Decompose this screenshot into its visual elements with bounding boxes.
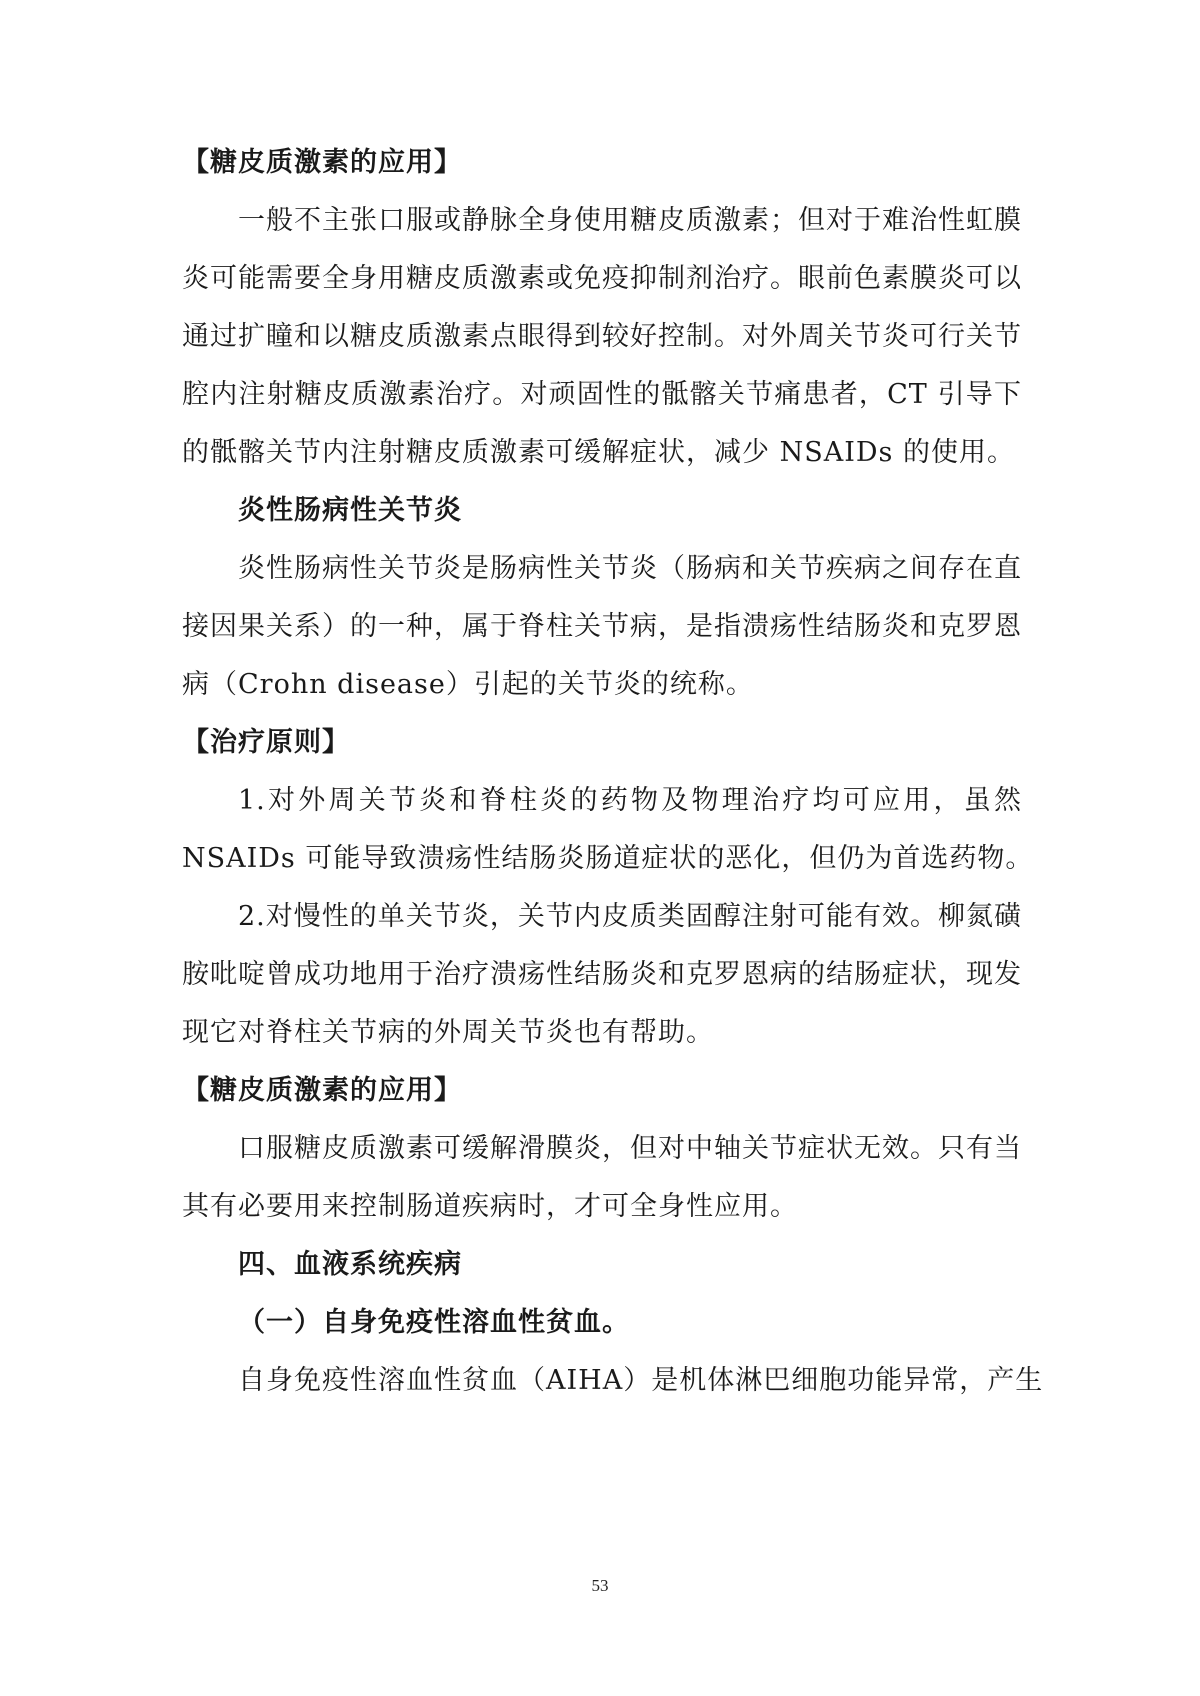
subheading-ibd-arthritis: 炎性肠病性关节炎 [238, 495, 462, 526]
subheading-aiha: （一）自身免疫性溶血性贫血。 [238, 1307, 630, 1338]
paragraph-line: NSAIDs 可能导致溃疡性结肠炎肠道症状的恶化，但仍为首选药物。 [182, 843, 1034, 874]
page-number: 53 [591, 1576, 609, 1595]
section-heading-treatment-principle: 【治疗原则】 [182, 727, 350, 758]
paragraph-line: 接因果关系）的一种，属于脊柱关节病，是指溃疡性结肠炎和克罗恩 [182, 611, 1022, 642]
paragraph-line: 通过扩瞳和以糖皮质激素点眼得到较好控制。对外周关节炎可行关节 [182, 321, 1022, 352]
section-heading-glucocorticoid-1: 【糖皮质激素的应用】 [182, 147, 462, 178]
paragraph-line: 炎性肠病性关节炎是肠病性关节炎（肠病和关节疾病之间存在直 [238, 553, 1022, 584]
paragraph-line: 炎可能需要全身用糖皮质激素或免疫抑制剂治疗。眼前色素膜炎可以 [182, 263, 1022, 294]
paragraph-line: 现它对脊柱关节病的外周关节炎也有帮助。 [182, 1017, 714, 1048]
paragraph-line: 其有必要用来控制肠道疾病时，才可全身性应用。 [182, 1191, 798, 1222]
paragraph-line: 口服糖皮质激素可缓解滑膜炎，但对中轴关节症状无效。只有当 [238, 1133, 1022, 1164]
paragraph-line: 2.对慢性的单关节炎，关节内皮质类固醇注射可能有效。柳氮磺 [238, 901, 1022, 932]
paragraph-line: 病（Crohn disease）引起的关节炎的统称。 [182, 669, 754, 700]
section-heading-glucocorticoid-2: 【糖皮质激素的应用】 [182, 1075, 462, 1106]
paragraph-line: 1.对外周关节炎和脊柱炎的药物及物理治疗均可应用，虽然 [238, 785, 1022, 816]
paragraph-line: 自身免疫性溶血性贫血（AIHA）是机体淋巴细胞功能异常，产生 [238, 1365, 1044, 1396]
paragraph-line: 胺吡啶曾成功地用于治疗溃疡性结肠炎和克罗恩病的结肠症状，现发 [182, 959, 1022, 990]
subheading-blood-diseases: 四、血液系统疾病 [238, 1249, 462, 1280]
paragraph-line: 腔内注射糖皮质激素治疗。对顽固性的骶髂关节痛患者，CT 引导下 [182, 379, 1022, 410]
paragraph-line: 一般不主张口服或静脉全身使用糖皮质激素；但对于难治性虹膜 [238, 205, 1022, 236]
paragraph-line: 的骶髂关节内注射糖皮质激素可缓解症状，减少 NSAIDs 的使用。 [182, 437, 1015, 468]
